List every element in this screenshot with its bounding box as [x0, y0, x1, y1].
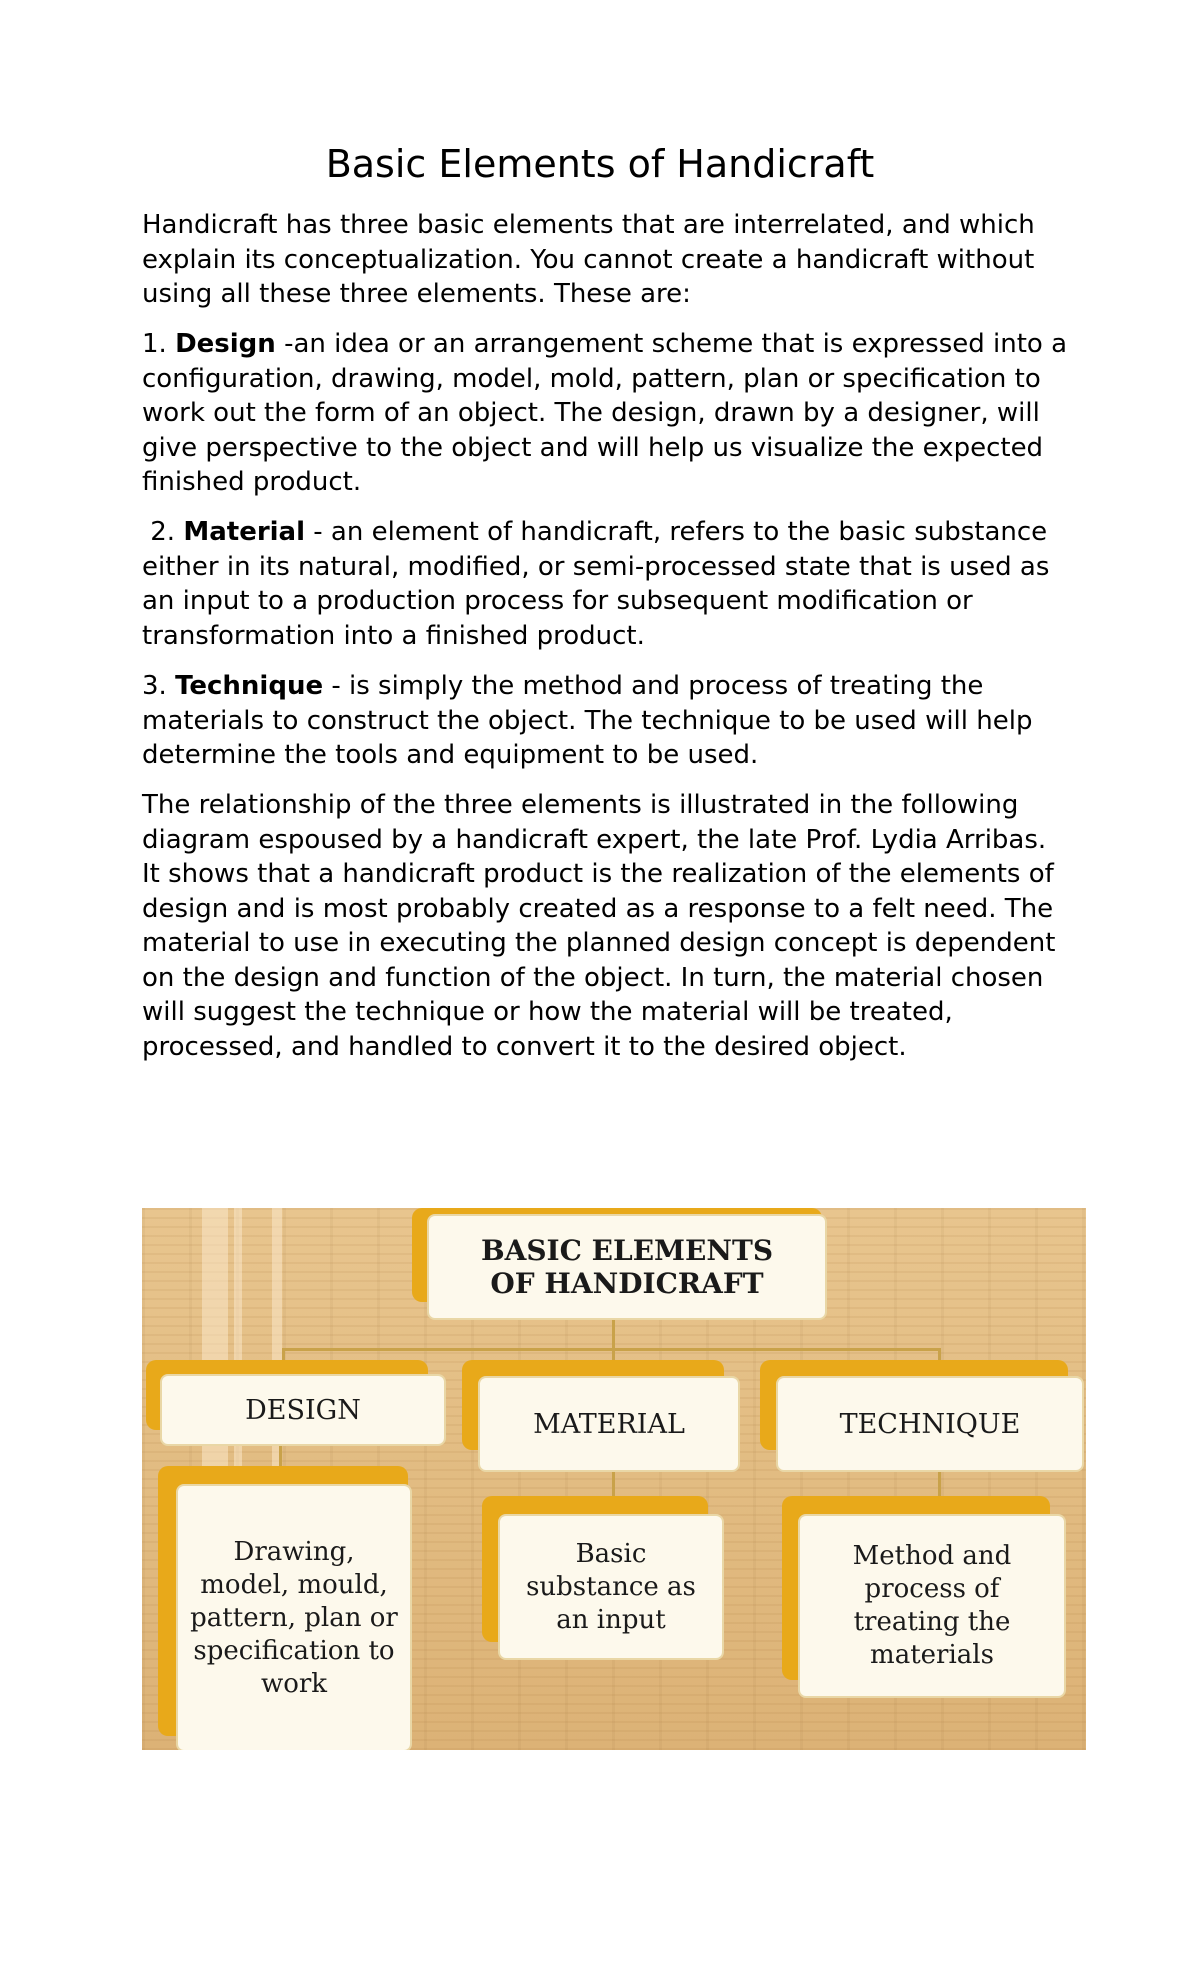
item-number: 2.	[150, 517, 176, 547]
list-item-technique	[142, 669, 1072, 773]
diagram-root-box	[427, 1214, 827, 1320]
intro-paragraph: Handicraft has three basic elements that are interrelated, and which explain its conceptualization. You cannot create a handicraft without using all these three elements. These are:	[142, 210, 1035, 309]
category-description: Method and process of treating the materials	[852, 1541, 1012, 1670]
connector-line	[612, 1318, 615, 1350]
category-label: TECHNIQUE	[839, 1408, 1021, 1440]
list-item-design	[142, 327, 1072, 500]
item-number: 1.	[142, 329, 167, 359]
category-label: DESIGN	[245, 1394, 361, 1426]
item-text: - is simply the method and process of treating the materials to construct the object. The technique to be used will help determine the tools and equipment to be used.	[142, 671, 1033, 770]
elements-diagram	[142, 1208, 1086, 1750]
category-label: MATERIAL	[533, 1408, 685, 1440]
diagram-root-label: BASIC ELEMENTS OF HANDICRAFT	[480, 1234, 774, 1300]
page-title: Basic Elements of Handicraft	[325, 142, 875, 186]
description-box-technique	[798, 1514, 1066, 1698]
item-term: Design	[175, 329, 276, 359]
category-box-technique	[776, 1376, 1084, 1472]
category-box-design	[160, 1374, 446, 1446]
item-term: Material	[183, 517, 306, 547]
closing-paragraph: The relationship of the three elements is illustrated in the following diagram espoused by a handicraft expert, the late Prof. Lydia Arribas. It shows that a handicraft product is the realization of the elements of design and is most probably created as a response to a felt need. The material to use in executing the planned design concept is dependent on the design and function of the object. In turn, the material chosen will suggest the technique or how the material will be treated, processed, and handled to convert it to the desired object.	[142, 790, 1056, 1062]
item-number: 3.	[142, 671, 167, 701]
connector-line	[282, 1348, 938, 1351]
category-box-material	[478, 1376, 740, 1472]
list-item-material	[142, 515, 1072, 653]
item-text: -an idea or an arrangement scheme that is expressed into a configuration, drawing, model, mold, pattern, plan or specification to work out the form of an object. The design, drawn by a designer, will give perspective to the object and will help us visualize the expected finished product.	[142, 329, 1068, 497]
category-description: Basic substance as an input	[526, 1538, 696, 1635]
item-term: Technique	[175, 671, 324, 701]
description-box-design	[176, 1484, 412, 1750]
item-text: - an element of handicraft, refers to the basic substance either in its natural, modified, or semi-processed state that is used as an input to a production process for subsequent modification or transformation into a finished product.	[142, 517, 1050, 651]
category-description: Drawing, model, mould, pattern, plan or specification to work	[190, 1536, 398, 1699]
description-box-material	[498, 1514, 724, 1660]
